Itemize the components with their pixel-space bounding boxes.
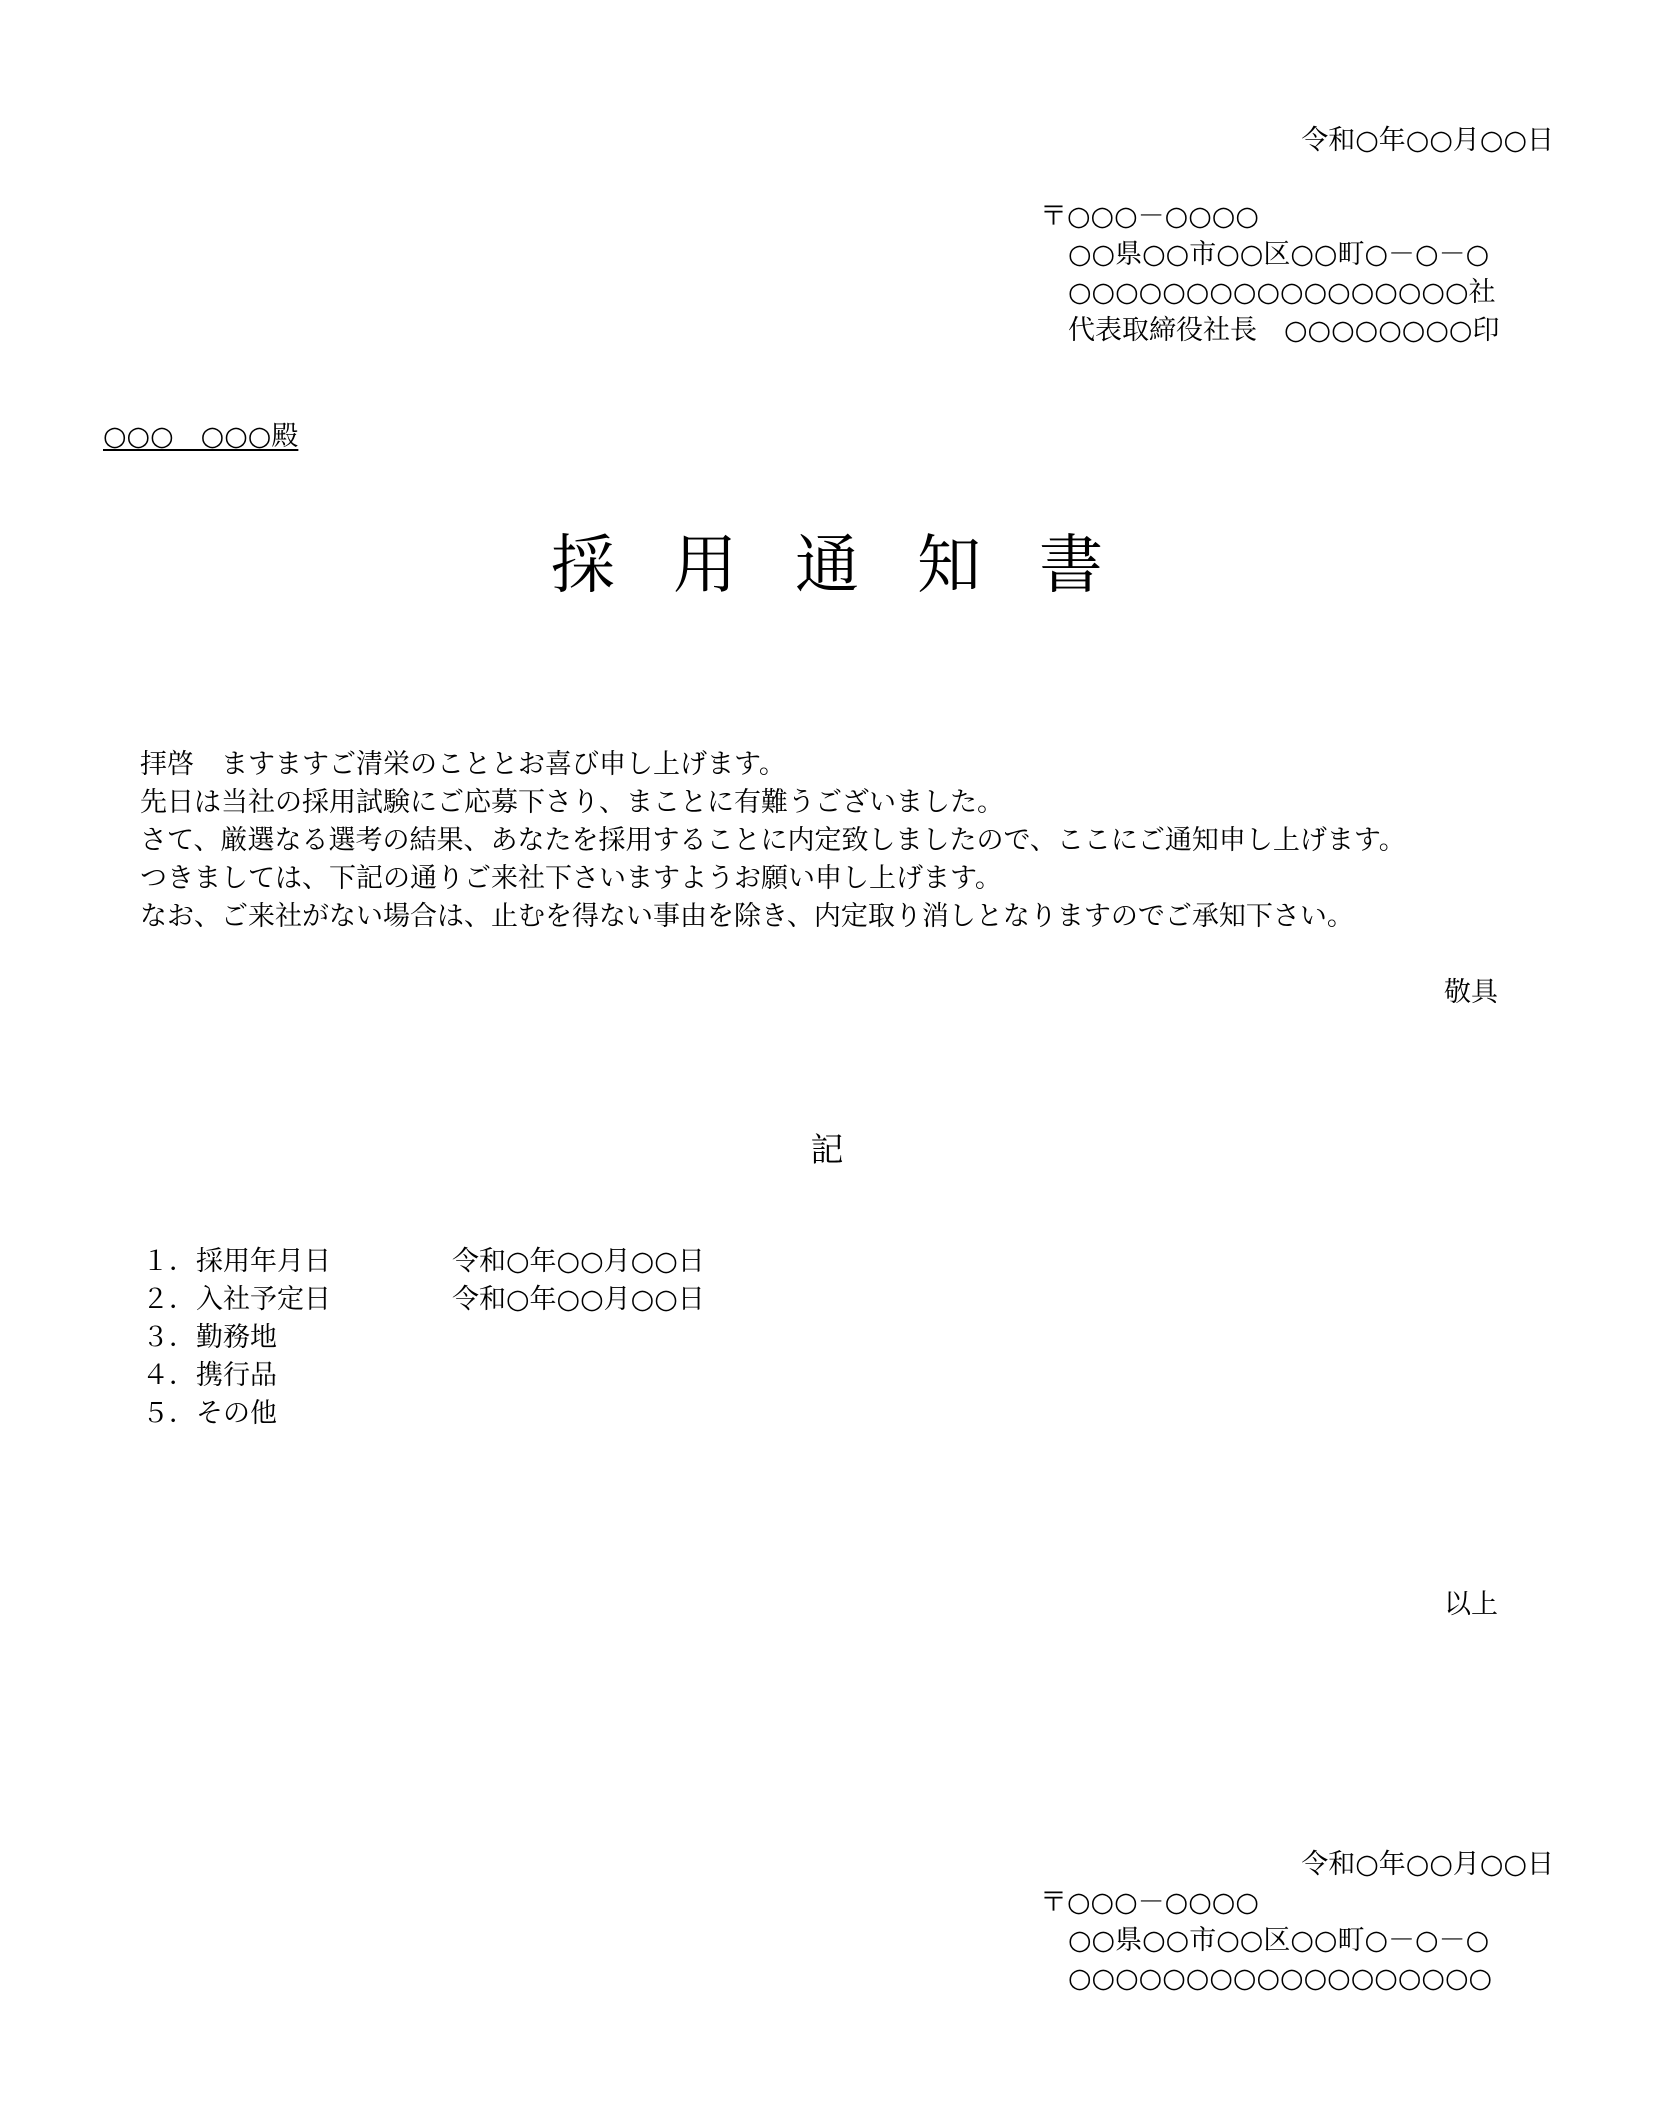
closing-ijo: 以上 [1444, 1589, 1498, 1620]
item-label: ５．その他 [142, 1398, 277, 1429]
footer-name: ○○○○○○○○○○○○○○○○○○ [1068, 1963, 1493, 1994]
sender-block [1040, 198, 1499, 350]
list-item [142, 1357, 705, 1395]
item-label: １．採用年月日 [142, 1246, 331, 1277]
letter-body [140, 746, 1406, 936]
sender-representative: 代表取締役社長 ○○○○○○○○印 [1068, 315, 1500, 346]
footer-date: 令和○年○○月○○日 [1301, 1849, 1554, 1880]
sender-postal: 〒○○○－○○○○ [1040, 201, 1259, 232]
list-item [142, 1243, 705, 1281]
list-item [142, 1319, 705, 1357]
item-value: 令和○年○○月○○日 [452, 1246, 705, 1277]
body-line: なお、ご来社がない場合は、止むを得ない事由を除き、内定取り消しとなりますのでご承知下さい。 [140, 901, 1354, 932]
item-label: ３．勤務地 [142, 1322, 277, 1353]
body-line: さて、厳選なる選考の結果、あなたを採用することに内定致しましたので、ここにご通知申し上げます。 [140, 825, 1406, 856]
item-label: ２．入社予定日 [142, 1284, 331, 1315]
recipient-name: ○○○ ○○○殿 [103, 421, 299, 452]
footer-postal: 〒○○○－○○○○ [1040, 1887, 1259, 1918]
details-list [142, 1243, 705, 1433]
body-line: 先日は当社の採用試験にご応募下さり、まことに有難うございました。 [140, 787, 1004, 818]
list-item [142, 1395, 705, 1433]
item-value: 令和○年○○月○○日 [452, 1284, 705, 1315]
closing-keigu: 敬具 [1444, 977, 1498, 1008]
document-title: 採用通知書 [551, 529, 1161, 603]
issue-date: 令和○年○○月○○日 [1301, 125, 1554, 156]
item-label: ４．携行品 [142, 1360, 277, 1391]
footer-address: ○○県○○市○○区○○町○－○－○ [1068, 1925, 1490, 1956]
ki-heading: 記 [810, 1130, 844, 1169]
body-line: つきましては、下記の通りご来社下さいますようお願い申し上げます。 [140, 863, 1002, 894]
sender-address: ○○県○○市○○区○○町○－○－○ [1068, 239, 1490, 270]
list-item [142, 1281, 705, 1319]
sender-company: ○○○○○○○○○○○○○○○○○社 [1068, 277, 1496, 308]
footer-sender-block [1040, 1884, 1492, 1998]
body-line: 拝啓 ますますご清栄のこととお喜び申し上げます。 [140, 749, 786, 780]
